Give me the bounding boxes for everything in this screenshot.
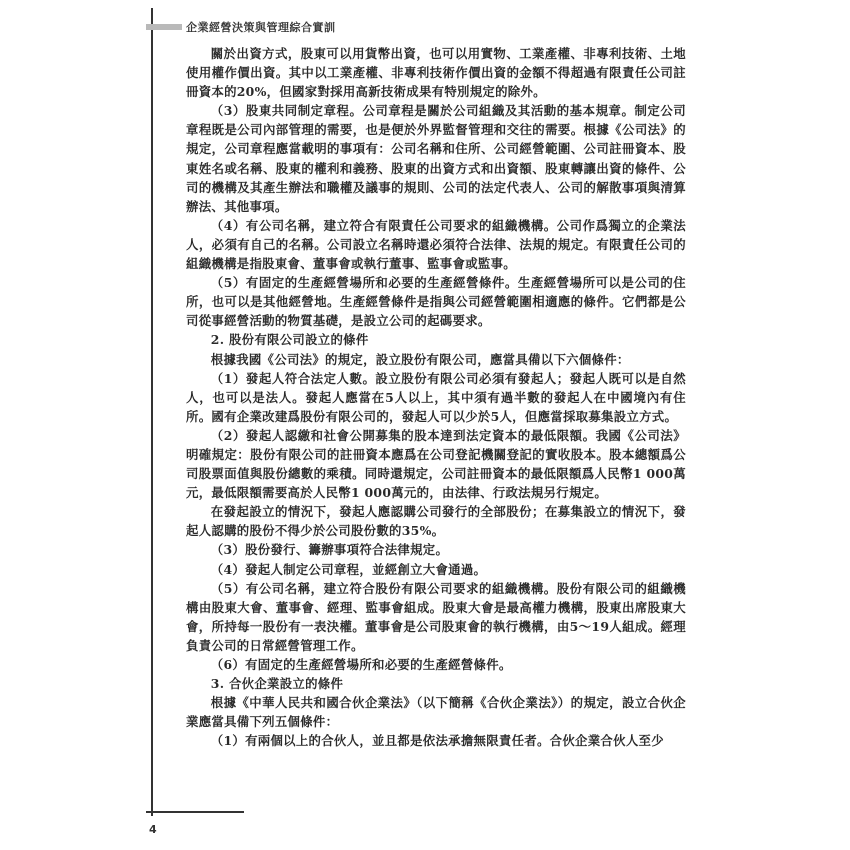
paragraph: 關於出資方式，股東可以用貨幣出資，也可以用實物、工業產權、非專利技術、土地使用權作價出資。其中以工業產權、非專利技術作價出資的金額不得超過有限責任公司註冊資本的20%，但國家對採用高新技術成果有特別規定的除外。 bbox=[186, 46, 686, 100]
paragraph: （1）有兩個以上的合伙人，並且都是依法承擔無限責任者。合伙企業合伙人至少 bbox=[210, 733, 664, 749]
footer-rule bbox=[146, 811, 244, 813]
paragraph: （3）股東共同制定章程。公司章程是關於公司組織及其活動的基本規章。制定公司章程既是公司內部管理的需要，也是便於外界監督管理和交往的需要。根據《公司法》的規定，公司章程應當載明的事項有：公司名稱和住所、公司經營範圍、公司註冊資本、股東姓名或名稱、股東的權利和義務、股東的出資方式和出資額、股東轉讓出資的條件、公司的機構及其產生辦法和職權及議事的規則、公司的法定代表人、公司的解散事項與清算辦法、其他事項。 bbox=[186, 103, 686, 214]
paragraph: （4）發起人制定公司章程，並經創立大會通過。 bbox=[210, 561, 487, 577]
paragraph: 根據《中華人民共和國合伙企業法》（以下簡稱《合伙企業法》）的規定，設立合伙企業應當具備下列五個條件： bbox=[186, 695, 686, 730]
paragraph: （1）發起人符合法定人數。設立股份有限公司必須有發起人；發起人既可以是自然人，也可以是法人。發起人應當在5人以上，其中須有過半數的發起人在中國境內有住所。國有企業改建爲股份有限公司的，發起人可以少於5人，但應當採取募集設立方式。 bbox=[186, 370, 686, 424]
paragraph: 根據我國《公司法》的規定，設立股份有限公司，應當具備以下六個條件： bbox=[210, 351, 630, 367]
running-header-title: 企業經營決策與管理綜合實訓 bbox=[186, 21, 336, 34]
paragraph: （3）股份發行、籌辦事項符合法律規定。 bbox=[210, 542, 449, 558]
paragraph: （5）有固定的生產經營場所和必要的生產經營條件。生產經營場所可以是公司的住所，也可以是其他經營地。生產經營條件是指與公司經營範圍相適應的條件。它們都是公司從事經營活動的物質基礎，是設立公司的起碼要求。 bbox=[186, 275, 686, 329]
paragraph: （5）有公司名稱，建立符合股份有限公司要求的組織機構。股份有限公司的組織機構由股東大會、董事會、經理、監事會組成。股東大會是最高權力機構，股東出席股東大會，所持每一股份有一表決權。董事會是公司股東會的執行機構，由5～19人組成。經理負責公司的日常經營管理工作。 bbox=[186, 580, 686, 653]
paragraph: （2）發起人認繳和社會公開募集的股本達到法定資本的最低限額。我國《公司法》明確規定：股份有限公司的註冊資本應爲在公司登記機關登記的實收股本。股本總額爲公司股票面值與股份總數的乘積。同時還規定，公司註冊資本的最低限額爲人民幣1 000萬元，最低限額需要高於人民幣1 000萬元的，由法律、行政法規另行規定。 bbox=[186, 427, 686, 501]
paragraph: 在發起設立的情況下，發起人應認購公司發行的全部股份；在募集設立的情況下，發起人認購的股份不得少於公司股份數的35%。 bbox=[186, 504, 686, 539]
header-bar bbox=[146, 24, 182, 30]
page-body bbox=[186, 44, 686, 750]
section-heading: 3. 合伙企業設立的條件 bbox=[210, 676, 344, 692]
page-number: 4 bbox=[149, 823, 157, 836]
margin-rule-vertical bbox=[151, 8, 153, 816]
paragraph: （4）有公司名稱，建立符合有限責任公司要求的組織機構。公司作爲獨立的企業法人，必須有自己的名稱。公司設立名稱時還必須符合法律、法規的規定。有限責任公司的組織機構是指股東會、董事會或執行董事、監事會或監事。 bbox=[186, 217, 686, 272]
paragraph: （6）有固定的生產經營場所和必要的生產經營條件。 bbox=[210, 657, 512, 672]
section-heading: 2. 股份有限公司設立的條件 bbox=[210, 332, 369, 348]
